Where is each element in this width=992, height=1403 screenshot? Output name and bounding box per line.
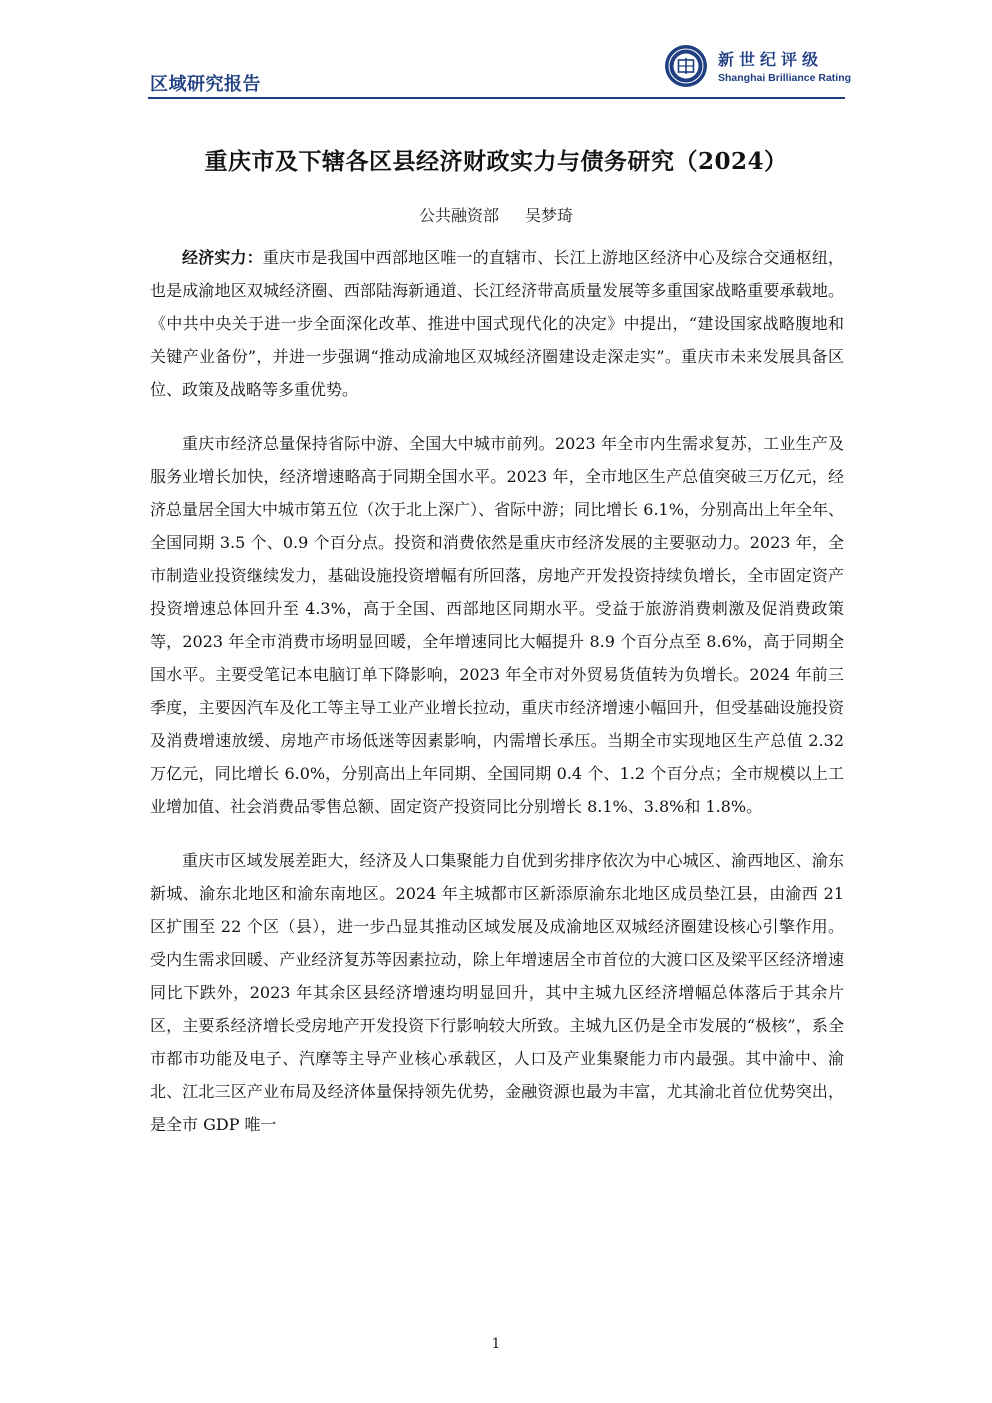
paragraph-regional-development — [150, 844, 844, 1141]
department-name: 公共融资部 — [418, 206, 499, 225]
logo-chinese-name: 新世纪评级 — [718, 50, 824, 69]
page-number: 1 — [491, 1336, 501, 1352]
document-body — [150, 241, 844, 1162]
paragraph-lead: 经济实力： — [182, 248, 263, 267]
paragraph-text: 重庆市是我国中西部地区唯一的直辖市、长江上游地区经济中心及综合交通枢纽，也是成渝地区双城经济圈、西部陆海新通道、长江经济带高质量发展等多重国家战略重要承载地。《中共中央关于进一步全面深化改革、推进中国式现代化的决定》中提出，“建设国家战略腹地和关键产业备份”，并进一步强调“推动成渝地区双城经济圈建设走深走实”。重庆市未来发展具备区位、政策及战略等多重优势。 — [150, 248, 844, 399]
author-name: 吴梦琦 — [525, 206, 574, 225]
logo-seal-icon — [664, 44, 708, 88]
report-section-label: 区域研究报告 — [150, 74, 261, 95]
paragraph-text: 重庆市经济总量保持省际中游、全国大中城市前列。2023 年全市内生需求复苏，工业生产及服务业增长加快，经济增速略高于同期全国水平。2023 年，全市地区生产总值突破三万亿元，经济总量居全国大中城市第五位（次于北上深广）、省际中游；同比增长 6.1%，分别高出上年全年、全国同期 3.5 个、0.9 个百分点。投资和消费依然是重庆市经济发展的主要驱动力。2023 年，全市制造业投资继续发力，基础设施投资增幅有所回落，房地产开发投资持续负增长，全市固定资产投资增速总体回升至 4.3%，高于全国、西部地区同期水平。受益于旅游消费刺激及促消费政策等，2023 年全市消费市场明显回暖，全年增速同比大幅提升 8.9 个百分点至 8.6%，高于同期全国水平。主要受笔记本电脑订单下降影响，2023 年全市对外贸易货值转为负增长。2024 年前三季度，主要因汽车及化工等主导工业产业增长拉动，重庆市经济增速小幅回升，但受基础设施投资及消费增速放缓、房地产市场低迷等因素影响，内需增长承压。当期全市实现地区生产总值 2.32 万亿元，同比增长 6.0%，分别高出上年同期、全国同期 0.4 个、1.2 个百分点；全市规模以上工业增加值、社会消费品零售总额、固定资产投资同比分别增长 8.1%、3.8%和 1.8%。 — [150, 434, 844, 816]
logo-english-name: Shanghai Brilliance Rating — [718, 72, 852, 84]
brand-logo — [664, 44, 854, 92]
paragraph-economic-strength — [150, 241, 844, 406]
paragraph-text: 重庆市区域发展差距大，经济及人口集聚能力自优到劣排序依次为中心城区、渝西地区、渝东新城、渝东北地区和渝东南地区。2024 年主城都市区新添原渝东北地区成员垫江县，由渝西 21 区扩围至 22 个区（县），进一步凸显其推动区域发展及成渝地区双城经济圈建设核心引擎作用。受内生需求回暖、产业经济复苏等因素拉动，除上年增速居全市首位的大渡口区及梁平区经济增速同比下跌外，2023 年其余区县经济增速均明显回升，其中主城九区经济增幅总体落后于其余片区，主要系经济增长受房地产开发投资下行影响较大所致。主城九区仍是全市发展的“极核”，系全市都市功能及电子、汽摩等主导产业核心承载区，人口及产业集聚能力市内最强。其中渝中、渝北、江北三区产业布局及经济体量保持领先优势，金融资源也最为丰富，尤其渝北首位优势突出，是全市 GDP 唯一 — [150, 851, 844, 1134]
byline — [120, 203, 872, 226]
header-divider — [148, 97, 845, 99]
document-title: 重庆市及下辖各区县经济财政实力与债务研究（2024） — [204, 148, 788, 175]
paragraph-economic-scale — [150, 427, 844, 823]
